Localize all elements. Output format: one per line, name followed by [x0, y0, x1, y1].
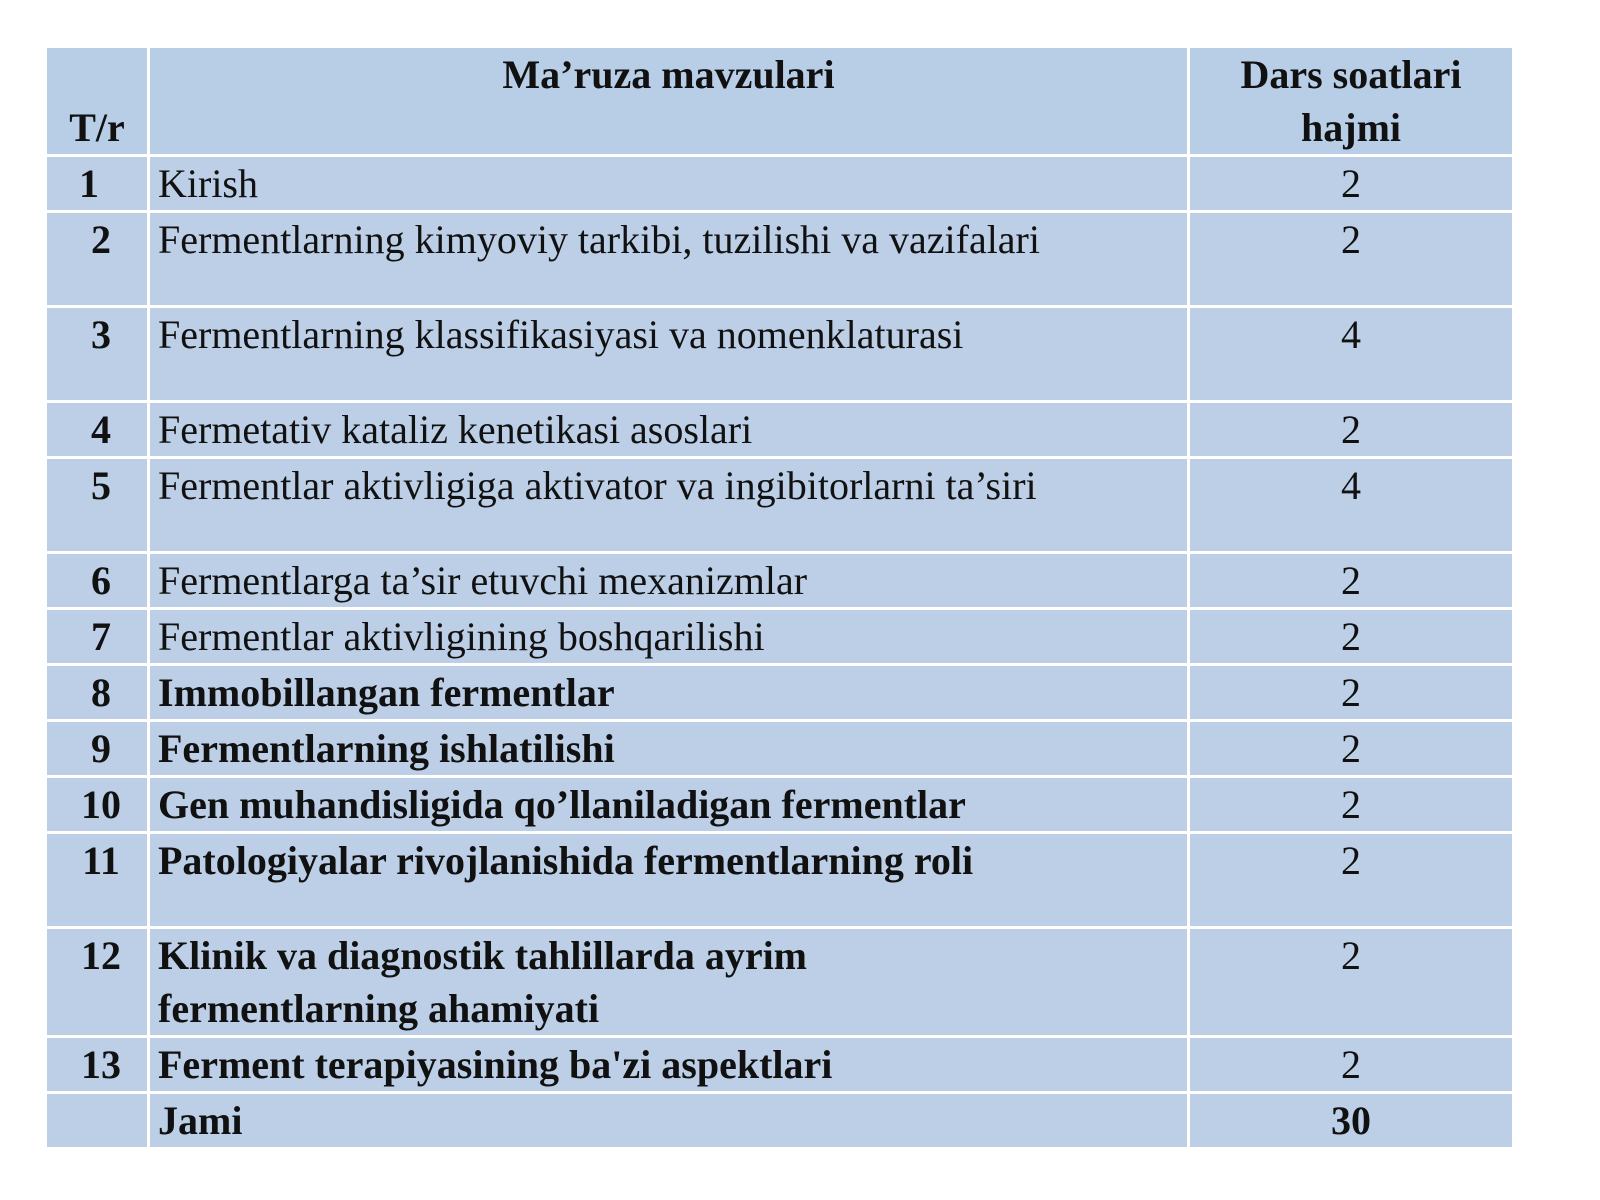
header-hours — [1189, 47, 1514, 156]
row-number: 13 — [46, 1037, 149, 1093]
table-row — [46, 928, 1514, 1037]
row-hours: 4 — [1189, 307, 1514, 402]
lecture-topics-table — [44, 45, 1515, 1150]
row-topic: Immobillangan fermentlar — [149, 665, 1189, 721]
row-topic: Fermentlarning klassifikasiyasi va nomenklaturasi — [149, 307, 1189, 402]
table-row — [46, 307, 1514, 402]
row-number: 9 — [46, 721, 149, 777]
row-number: 8 — [46, 665, 149, 721]
row-number: 5 — [46, 458, 149, 553]
header-topic: Ma’ruza mavzulari — [149, 47, 1189, 156]
row-number: 12 — [46, 928, 149, 1037]
total-hours: 30 — [1189, 1093, 1514, 1149]
row-hours: 2 — [1189, 402, 1514, 458]
row-topic: Fermentlarga ta’sir etuvchi mexanizmlar — [149, 553, 1189, 609]
table-row — [46, 212, 1514, 307]
table-header-row — [46, 47, 1514, 156]
row-number: 1 — [46, 156, 149, 212]
table-row — [46, 777, 1514, 833]
row-topic: Fermetativ kataliz kenetikasi asoslari — [149, 402, 1189, 458]
row-number: 4 — [46, 402, 149, 458]
row-topic: Kirish — [149, 156, 1189, 212]
table-row — [46, 833, 1514, 928]
row-hours: 2 — [1189, 1037, 1514, 1093]
total-row — [46, 1093, 1514, 1149]
row-hours: 2 — [1189, 665, 1514, 721]
table-row — [46, 402, 1514, 458]
table-row — [46, 609, 1514, 665]
header-number: T/r — [46, 47, 149, 156]
row-number: 10 — [46, 777, 149, 833]
row-topic: Fermentlarning kimyoviy tarkibi, tuzilishi va vazifalari — [149, 212, 1189, 307]
row-number: 11 — [46, 833, 149, 928]
row-hours: 2 — [1189, 721, 1514, 777]
row-number: 3 — [46, 307, 149, 402]
total-number-empty — [46, 1093, 149, 1149]
table-row — [46, 458, 1514, 553]
row-hours: 2 — [1189, 609, 1514, 665]
row-hours: 2 — [1189, 777, 1514, 833]
row-hours: 2 — [1189, 833, 1514, 928]
row-topic: Fermentlar aktivligining boshqarilishi — [149, 609, 1189, 665]
row-hours: 2 — [1189, 928, 1514, 1037]
row-hours: 2 — [1189, 553, 1514, 609]
table-row — [46, 553, 1514, 609]
total-label: Jami — [149, 1093, 1189, 1149]
table-row — [46, 1037, 1514, 1093]
row-topic: Fermentlarning ishlatilishi — [149, 721, 1189, 777]
table-row — [46, 665, 1514, 721]
table-row — [46, 721, 1514, 777]
row-topic — [149, 928, 1189, 1037]
row-topic: Ferment terapiyasining ba'zi aspektlari — [149, 1037, 1189, 1093]
row-topic: Patologiyalar rivojlanishida fermentlarning roli — [149, 833, 1189, 928]
row-number: 2 — [46, 212, 149, 307]
row-number: 6 — [46, 553, 149, 609]
row-topic: Fermentlar aktivligiga aktivator va ingibitorlarni ta’siri — [149, 458, 1189, 553]
row-topic-line1: Klinik va diagnostik tahlillarda ayrim — [158, 933, 808, 978]
header-hours-line2: hajmi — [1301, 105, 1401, 150]
row-hours: 4 — [1189, 458, 1514, 553]
row-topic: Gen muhandisligida qo’llaniladigan fermentlar — [149, 777, 1189, 833]
row-number: 7 — [46, 609, 149, 665]
table-row — [46, 156, 1514, 212]
row-hours: 2 — [1189, 156, 1514, 212]
row-hours: 2 — [1189, 212, 1514, 307]
row-topic-line2: fermentlarning ahamiyati — [158, 986, 600, 1031]
header-hours-line1: Dars soatlari — [1240, 52, 1462, 97]
